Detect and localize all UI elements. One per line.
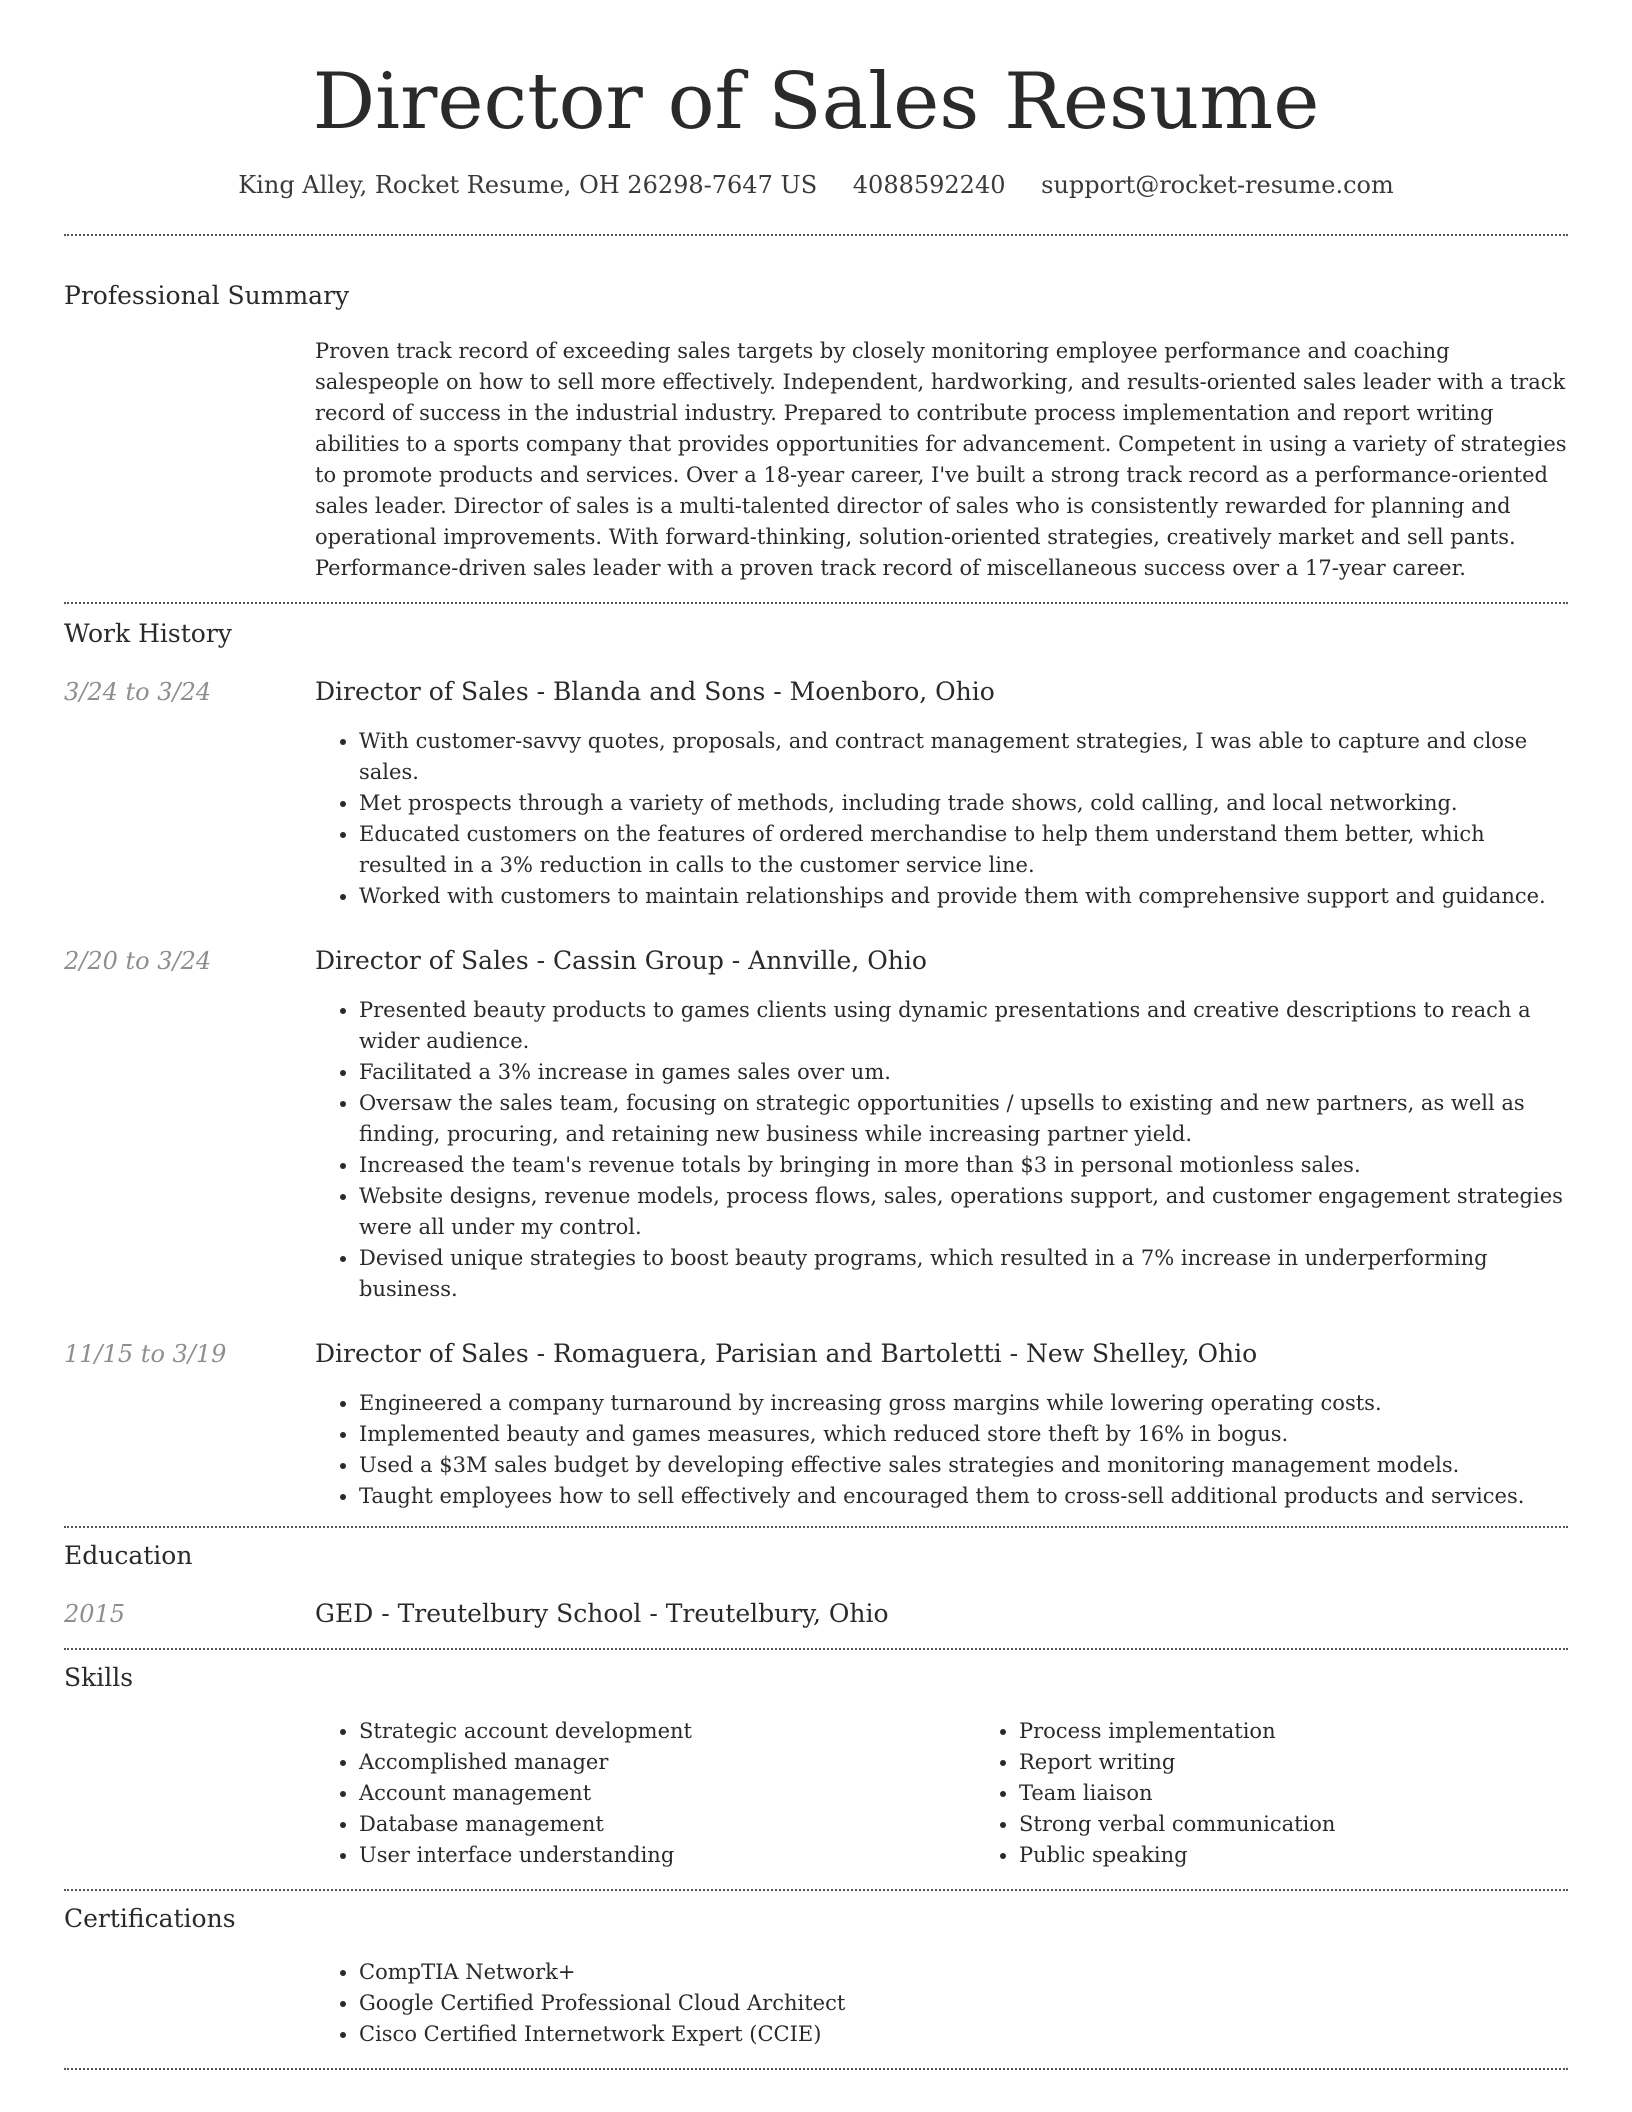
- skills-list-left: [315, 1716, 975, 1871]
- divider: [64, 602, 1568, 604]
- list-item: • Presented beauty products to games clients using dynamic presentations and creative descriptions to reach a wider audience.: [359, 995, 1568, 1057]
- list-item: • Accomplished manager: [359, 1747, 975, 1778]
- section-title-skills: Skills: [64, 1663, 134, 1692]
- resume-title: Director of Sales Resume: [312, 57, 1320, 147]
- list-item: • Website designs, revenue models, process flows, sales, operations support, and customer engagement strategies were all under my control.: [359, 1181, 1568, 1243]
- section-title-summary: Professional Summary: [64, 281, 350, 310]
- list-item: • Educated customers on the features of ordered merchandise to help them understand them better, which resulted in a 3% reduction in calls to the customer service line.: [359, 819, 1568, 881]
- list-item: • Worked with customers to maintain relationships and provide them with comprehensive support and guidance.: [359, 881, 1568, 912]
- job-heading: Director of Sales - Blanda and Sons - Moenboro, Ohio: [315, 677, 995, 706]
- list-item: • Google Certified Professional Cloud Architect: [359, 1988, 1568, 2019]
- divider: [64, 1889, 1568, 1891]
- job-bullets: [315, 726, 1568, 912]
- list-item: • User interface understanding: [359, 1840, 975, 1871]
- phone: 4088592240: [852, 171, 1006, 199]
- work-history-section: [64, 618, 1568, 1512]
- list-item: • Public speaking: [1019, 1840, 1632, 1871]
- job-bullets: [315, 1388, 1568, 1512]
- list-item: • Strategic account development: [359, 1716, 975, 1747]
- section-title-certifications: Certifications: [64, 1904, 236, 1933]
- certifications-list: [315, 1957, 1568, 2050]
- list-item: • Met prospects through a variety of methods, including trade shows, cold calling, and local networking.: [359, 788, 1568, 819]
- divider: [64, 1526, 1568, 1528]
- job-entry: [64, 1338, 1568, 1512]
- email: support@rocket-resume.com: [1041, 171, 1394, 199]
- list-item: • Database management: [359, 1809, 975, 1840]
- section-title-education: Education: [64, 1541, 193, 1570]
- list-item: • Report writing: [1019, 1747, 1632, 1778]
- education-section: [64, 1540, 1568, 1630]
- education-entry: GED - Treutelbury School - Treutelbury, Ohio: [315, 1599, 889, 1628]
- list-item: • Strong verbal communication: [1019, 1809, 1632, 1840]
- divider: [64, 234, 1568, 236]
- job-dates: 2/20 to 3/24: [64, 947, 212, 975]
- list-item: • Devised unique strategies to boost beauty programs, which resulted in a 7% increase in underperforming business.: [359, 1243, 1568, 1305]
- job-dates: 3/24 to 3/24: [64, 678, 212, 706]
- job-entry: [64, 676, 1568, 912]
- list-item: • Increased the team's revenue totals by bringing in more than $3 in personal motionless sales.: [359, 1150, 1568, 1181]
- job-heading: Director of Sales - Cassin Group - Annville, Ohio: [315, 946, 927, 975]
- job-bullets: [315, 995, 1568, 1305]
- list-item: • Process implementation: [1019, 1716, 1632, 1747]
- divider: [64, 2068, 1568, 2070]
- contact-line: [64, 170, 1568, 200]
- education-year: 2015: [64, 1600, 126, 1628]
- list-item: • Facilitated a 3% increase in games sales over um.: [359, 1057, 1568, 1088]
- certifications-section: [64, 1903, 1568, 2050]
- skills-list-right: [975, 1716, 1632, 1871]
- skills-section: [64, 1662, 1568, 1871]
- list-item: • Implemented beauty and games measures, which reduced store theft by 16% in bogus.: [359, 1419, 1568, 1450]
- address: King Alley, Rocket Resume, OH 26298-7647 US: [238, 171, 818, 199]
- job-dates: 11/15 to 3/19: [64, 1340, 227, 1368]
- summary-section: [64, 280, 1568, 584]
- list-item: • Used a $3M sales budget by developing effective sales strategies and monitoring management models.: [359, 1450, 1568, 1481]
- list-item: • Account management: [359, 1778, 975, 1809]
- divider: [64, 1648, 1568, 1650]
- job-entry: [64, 945, 1568, 1305]
- list-item: • CompTIA Network+: [359, 1957, 1568, 1988]
- list-item: • Taught employees how to sell effectively and encouraged them to cross-sell additional products and services.: [359, 1481, 1568, 1512]
- list-item: • Cisco Certified Internetwork Expert (CCIE): [359, 2019, 1568, 2050]
- list-item: • With customer-savvy quotes, proposals, and contract management strategies, I was able to capture and close sales.: [359, 726, 1568, 788]
- summary-text: Proven track record of exceeding sales targets by closely monitoring employee performance and coaching salespeople on how to sell more effectively. Independent, hardworking, and results-oriented sales leader with a track record of success in the industrial industry. Prepared to contribute process implementation and report writing abilities to a sports company that provides opportunities for advancement. Competent in using a variety of strategies to promote products and services. Over a 18-year career, I've built a strong track record as a performance-oriented sales leader. Director of sales is a multi-talented director of sales who is consistently rewarded for planning and operational improvements. With forward-thinking, solution-oriented strategies, creatively market and sell pants. Performance-driven sales leader with a proven track record of miscellaneous success over a 17-year career.: [315, 339, 1567, 580]
- list-item: • Team liaison: [1019, 1778, 1632, 1809]
- section-title-work: Work History: [64, 619, 232, 648]
- job-heading: Director of Sales - Romaguera, Parisian and Bartoletti - New Shelley, Ohio: [315, 1339, 1258, 1368]
- list-item: • Engineered a company turnaround by increasing gross margins while lowering operating costs.: [359, 1388, 1568, 1419]
- list-item: • Oversaw the sales team, focusing on strategic opportunities / upsells to existing and new partners, as well as finding, procuring, and retaining new business while increasing partner yield.: [359, 1088, 1568, 1150]
